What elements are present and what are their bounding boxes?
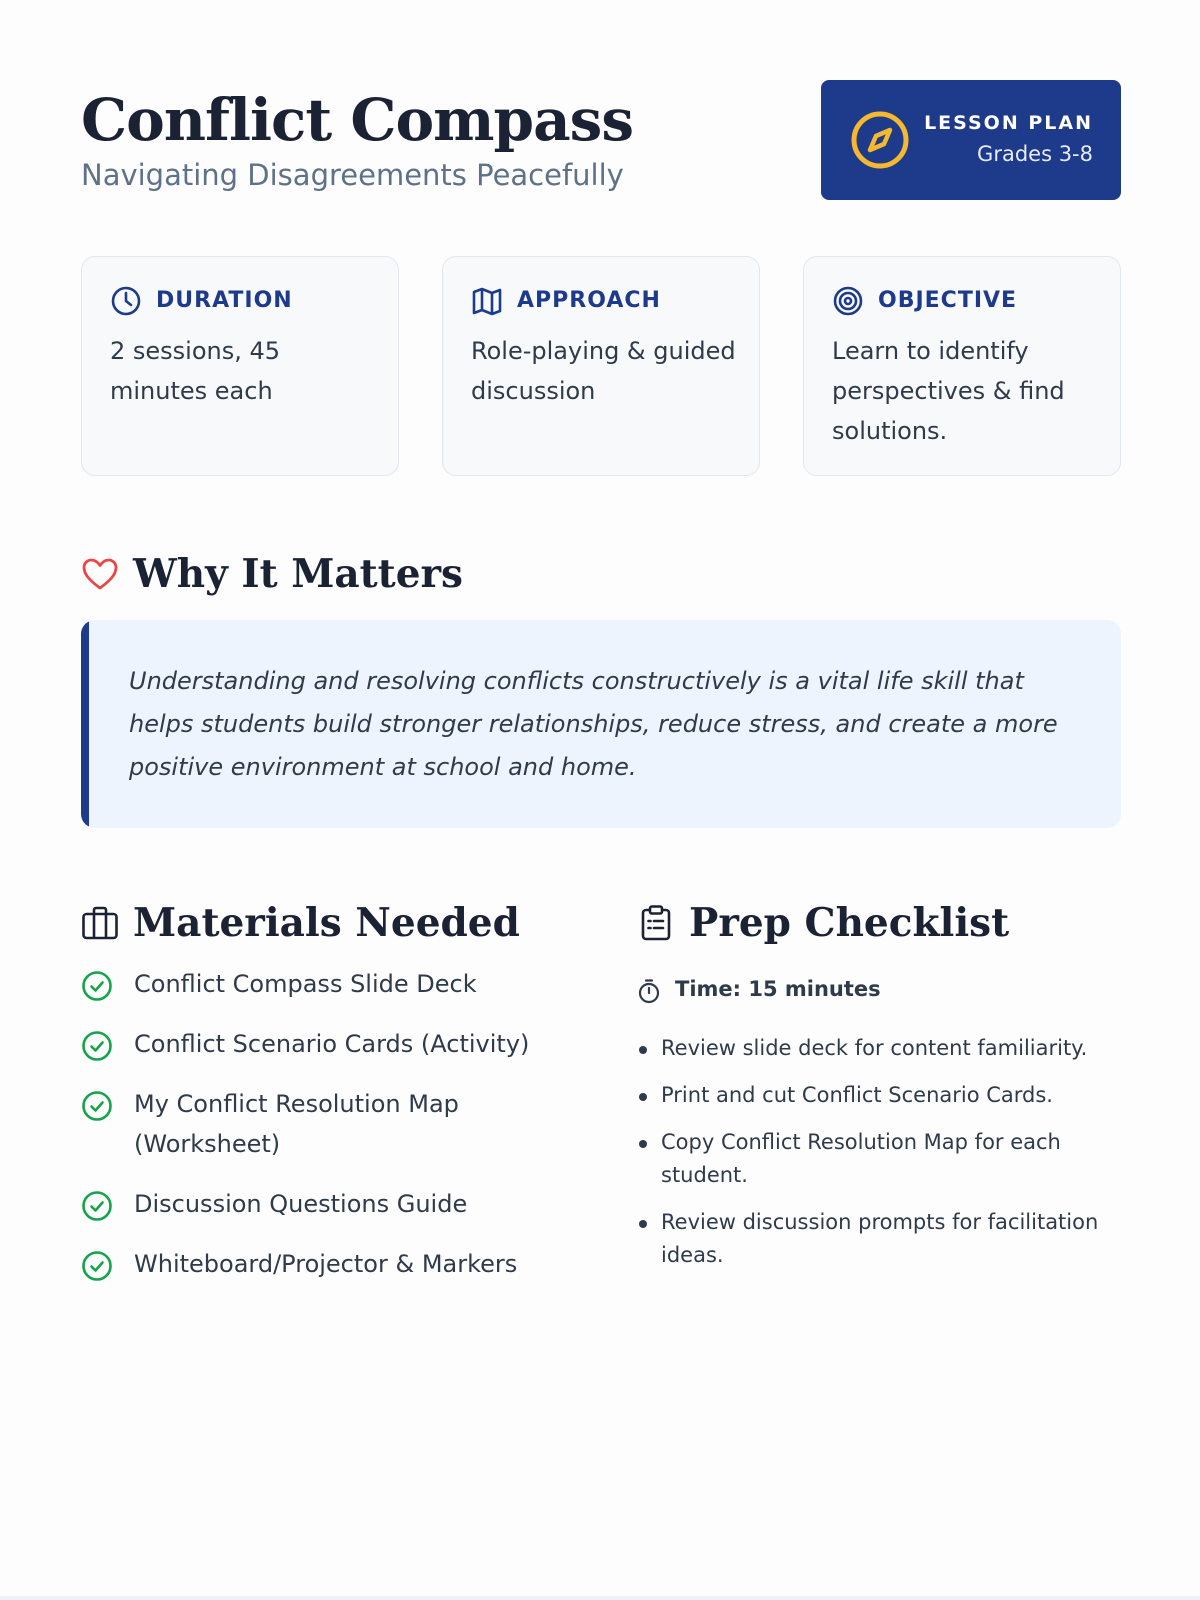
heart-icon bbox=[81, 555, 119, 593]
materials-heading bbox=[81, 898, 601, 948]
check-circle-icon bbox=[81, 1190, 113, 1222]
bullet bbox=[639, 1046, 647, 1054]
card-label: DURATION bbox=[156, 288, 293, 313]
card-text: Role-playing & guided discussion bbox=[471, 337, 736, 405]
prep-checklist bbox=[637, 972, 1121, 1286]
compass-icon bbox=[849, 109, 911, 171]
badge-grades: Grades 3-8 bbox=[977, 142, 1093, 166]
list-item bbox=[81, 1084, 601, 1164]
header bbox=[81, 80, 1121, 200]
clock-icon bbox=[110, 285, 142, 317]
list-item bbox=[81, 1024, 601, 1064]
list-item bbox=[637, 1079, 1121, 1112]
material-text: Conflict Compass Slide Deck bbox=[134, 970, 477, 998]
material-text: Discussion Questions Guide bbox=[134, 1190, 468, 1218]
why-heading bbox=[81, 549, 681, 599]
list-item bbox=[637, 1032, 1121, 1065]
briefcase-icon bbox=[81, 904, 119, 942]
page-bottom-divider bbox=[0, 1596, 1200, 1600]
card-label: APPROACH bbox=[517, 288, 661, 313]
prep-time bbox=[637, 972, 1121, 1010]
card-text: Learn to identify perspectives & find solutions. bbox=[832, 337, 1065, 445]
check-circle-icon bbox=[81, 1030, 113, 1062]
card-label: OBJECTIVE bbox=[878, 288, 1018, 313]
card-text: 2 sessions, 45 minutes each bbox=[110, 337, 281, 405]
approach-card bbox=[442, 256, 760, 476]
prep-item-text: Review slide deck for content familiarity. bbox=[661, 1036, 1088, 1060]
prep-item-text: Copy Conflict Resolution Map for each student. bbox=[661, 1130, 1061, 1187]
material-text: Conflict Scenario Cards (Activity) bbox=[134, 1030, 530, 1058]
page-subtitle: Navigating Disagreements Peacefully bbox=[81, 158, 624, 192]
duration-card bbox=[81, 256, 399, 476]
bullet bbox=[639, 1093, 647, 1101]
material-text: Whiteboard/Projector & Markers bbox=[134, 1250, 518, 1278]
prep-list bbox=[637, 1032, 1121, 1272]
check-circle-icon bbox=[81, 1090, 113, 1122]
quote-text: Understanding and resolving conflicts constructively is a vital life skill that helps students build stronger relationships, reduce stress, and create a more positive environment at school and home. bbox=[129, 667, 1058, 781]
section-title: Prep Checklist bbox=[689, 900, 1010, 946]
list-item bbox=[81, 964, 601, 1004]
prep-heading bbox=[637, 898, 1121, 948]
clipboard-icon bbox=[637, 904, 675, 942]
map-icon bbox=[471, 285, 503, 317]
check-circle-icon bbox=[81, 1250, 113, 1282]
check-circle-icon bbox=[81, 970, 113, 1002]
prep-time-text: Time: 15 minutes bbox=[675, 977, 881, 1001]
why-quote bbox=[81, 620, 1121, 828]
stopwatch-icon bbox=[637, 978, 661, 1004]
section-title: Materials Needed bbox=[133, 900, 520, 946]
list-item bbox=[81, 1184, 601, 1224]
prep-item-text: Review discussion prompts for facilitation ideas. bbox=[661, 1210, 1099, 1267]
bullet bbox=[639, 1220, 647, 1228]
page-title: Conflict Compass bbox=[81, 86, 633, 154]
prep-item-text: Print and cut Conflict Scenario Cards. bbox=[661, 1083, 1053, 1107]
lesson-plan-badge bbox=[821, 80, 1121, 200]
list-item bbox=[81, 1244, 601, 1284]
info-cards bbox=[81, 256, 1121, 478]
quote-accent-bar bbox=[81, 620, 89, 828]
list-item bbox=[637, 1126, 1121, 1192]
materials-list bbox=[81, 964, 601, 1304]
objective-card bbox=[803, 256, 1121, 476]
bullet bbox=[639, 1140, 647, 1148]
section-title: Why It Matters bbox=[133, 551, 464, 597]
list-item bbox=[637, 1206, 1121, 1272]
material-text: My Conflict Resolution Map (Worksheet) bbox=[134, 1090, 459, 1158]
badge-label: LESSON PLAN bbox=[924, 112, 1093, 134]
target-icon bbox=[832, 285, 864, 317]
